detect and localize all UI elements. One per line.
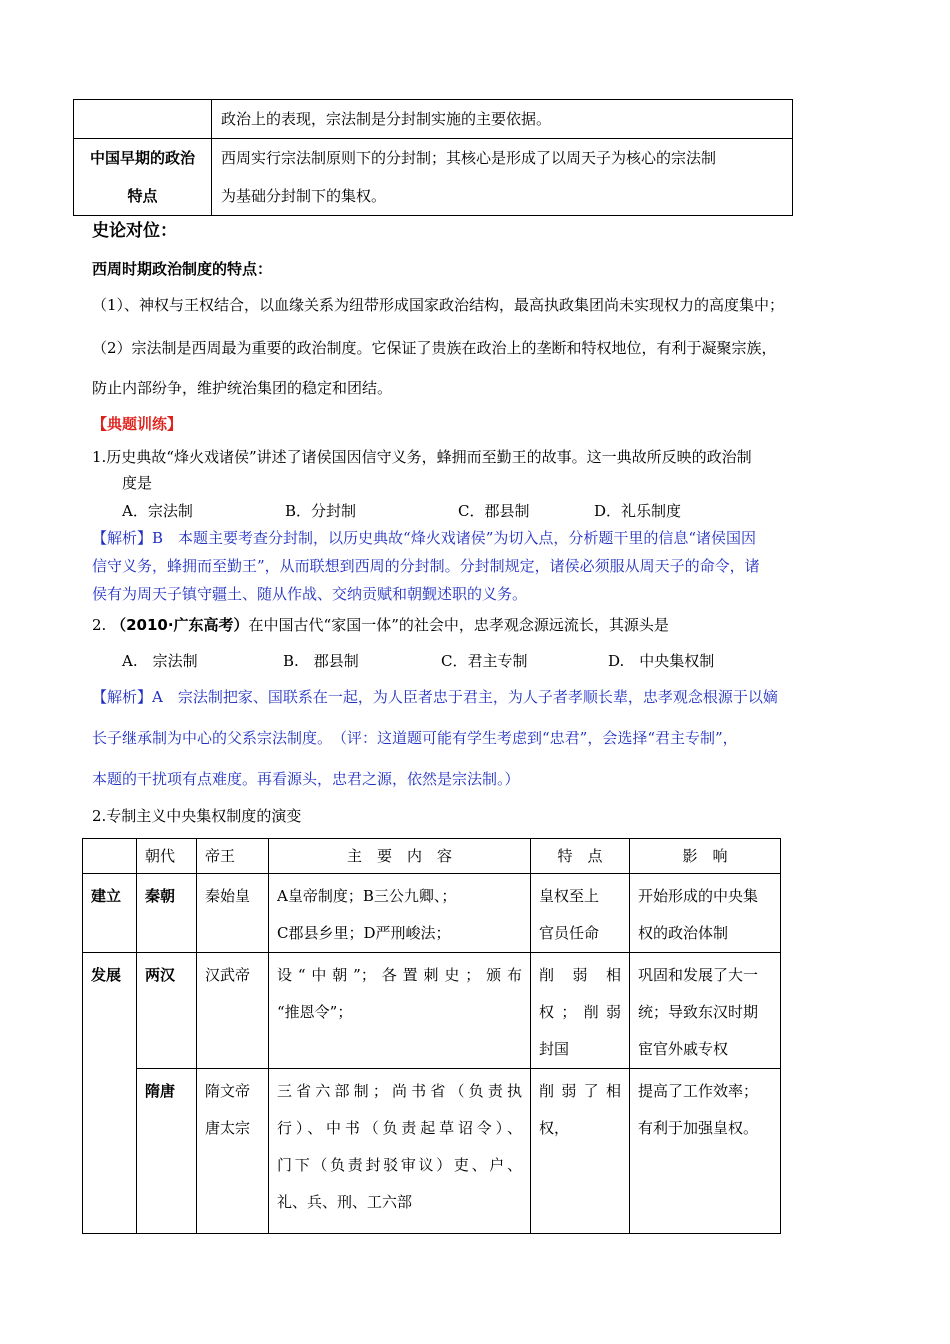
analysis: 本题的干扰项有点难度。再看源头，忠君之源，依然是宗法制。） [92,770,520,788]
feature-cell [531,953,630,1069]
header-cell: 主 要 内 容 [269,839,531,874]
content-cell [269,953,531,1069]
cell-line: 设“中朝”；各置刺史；颁布 [277,966,522,984]
stage-cell: 发展 [83,953,137,1234]
cell-line: 开始形成的中央集 [638,887,759,905]
cell-line: 三省六部制；尚书省（负责执 [277,1082,522,1100]
option-c: C．郡县制 [458,502,530,520]
header-cell: 影 响 [630,839,781,874]
question-source: （2010·广东高考） [111,616,249,634]
dynasty-cell: 两汉 [137,953,197,1069]
question-stem [92,615,669,635]
question-stem: 1.历史典故“烽火戏诸侯”讲述了诸侯国因信守义务，蜂拥而至勤王的故事。这一典故所反映的政治制 [92,448,752,466]
option-a: A．宗法制 [122,502,193,520]
table-row [83,874,781,953]
question-stem: 度是 [122,474,153,492]
content-cell [269,874,531,953]
cell-line: “推恩令”； [277,1003,353,1021]
impact-cell [630,874,781,953]
analysis: 【解析】A 宗法制把家、国联系在一起，为人臣者忠于君主，为人子者孝顺长辈，忠孝观念根源于以嫡 [92,688,778,706]
subheading: 西周时期政治制度的特点： [92,260,273,278]
header-cell: 朝代 [137,839,197,874]
analysis: 长子继承制为中心的父系宗法制度。 （评：这道题可能有学生考虑到“忠君”，会选择“君主专制”， [92,729,738,747]
cell-line: 宦官外戚专权 [638,1040,729,1058]
question-number: 2. [92,616,107,634]
paragraph: 防止内部纷争，维护统治集团的稳定和团结。 [92,379,393,397]
cell-text: 中国早期的政治 [89,149,195,167]
feature-cell [531,1069,630,1234]
option-a: A. 宗法制 [122,652,198,670]
impact-cell [630,953,781,1069]
paragraph: （1）、神权与王权结合，以血缘关系为纽带形成国家政治结构，最高执政集团尚未实现权力的高度集中； [92,296,785,314]
label-cell [74,100,212,139]
cell-line: 削弱相 [539,966,621,984]
option-b: B. 郡县制 [283,652,359,670]
option-d: D．礼乐制度 [594,502,682,520]
cell-line: 封国 [539,1040,570,1058]
cell-line: 行）、中书（负责起草诏令）、 [277,1119,522,1137]
cell-line: 权， [539,1119,570,1137]
analysis: 【解析】B 本题主要考查分封制，以历史典故“烽火戏诸侯”为切入点，分析题干里的信息“诸侯国因 [92,529,757,547]
section-heading: 史论对位： [92,221,177,241]
cell-line: 官员任命 [539,924,600,942]
stage-cell: 建立 [83,874,137,953]
dynasty-cell: 秦朝 [137,874,197,953]
cell-line: 巩固和发展了大一 [638,966,759,984]
cell-text: 西周实行宗法制原则下的分封制；其核心是形成了以周天子为核心的宗法制 [221,149,717,167]
emperor-cell: 秦始皇 [197,874,269,953]
cell-line: 削弱了相 [539,1082,621,1100]
cell-line: A皇帝制度；B三公九卿、； [277,887,457,905]
feature-cell [531,874,630,953]
cell-line: 隋文帝 [205,1082,251,1100]
question-text: 在中国古代“家国一体”的社会中，忠孝观念源远流长，其源头是 [248,616,669,634]
table-row [83,953,781,1069]
cell-line: 提高了工作效率； [638,1082,759,1100]
evolution-table [82,838,781,1234]
content-cell [212,139,793,216]
table-title: 2.专制主义中央集权制度的演变 [92,807,302,825]
cell-line: 有利于加强皇权。 [638,1119,759,1137]
cell-text: 政治上的表现，宗法制是分封制实施的主要依据。 [221,110,552,128]
cell-line: 权的政治体制 [638,924,729,942]
content-cell [212,100,793,139]
cell-text: 特点 [127,187,158,205]
cell-line: 统；导致东汉时期 [638,1003,759,1021]
cell-text: 为基础分封制下的集权。 [221,187,387,205]
cell-line: C郡县乡里；D严刑峻法； [277,924,451,942]
impact-cell [630,1069,781,1234]
cell-line: 皇权至上 [539,887,600,905]
option-b: B．分封制 [285,502,357,520]
table-row [83,1069,781,1234]
header-cell: 特 点 [531,839,630,874]
cell-line: 权；削弱 [539,1003,621,1021]
top-table [73,99,793,216]
table-row [74,139,793,216]
table-header-row [83,839,781,874]
cell-line: 门下（负责封驳审议）吏、户、 [277,1156,522,1174]
option-c: C．君主专制 [441,652,528,670]
dynasty-cell: 隋唐 [137,1069,197,1234]
emperor-cell: 汉武帝 [197,953,269,1069]
table-row [74,100,793,139]
option-d: D. 中央集权制 [608,652,715,670]
training-heading: 【典题训练】 [92,415,183,433]
analysis: 信守义务，蜂拥而至勤王”，从而联想到西周的分封制。分封制规定，诸侯必须服从周天子的命令，诸 [92,557,760,575]
analysis: 侯有为周天子镇守疆土、随从作战、交纳贡赋和朝觐述职的义务。 [92,585,528,603]
cell-line: 唐太宗 [205,1119,251,1137]
emperor-cell [197,1069,269,1234]
label-cell [74,139,212,216]
header-cell [83,839,137,874]
header-cell: 帝王 [197,839,269,874]
paragraph: （2）宗法制是西周最为重要的政治制度。它保证了贵族在政治上的垄断和特权地位，有利于凝聚宗族， [92,339,777,357]
content-cell [269,1069,531,1234]
cell-line: 礼、兵、刑、工六部 [277,1193,413,1211]
